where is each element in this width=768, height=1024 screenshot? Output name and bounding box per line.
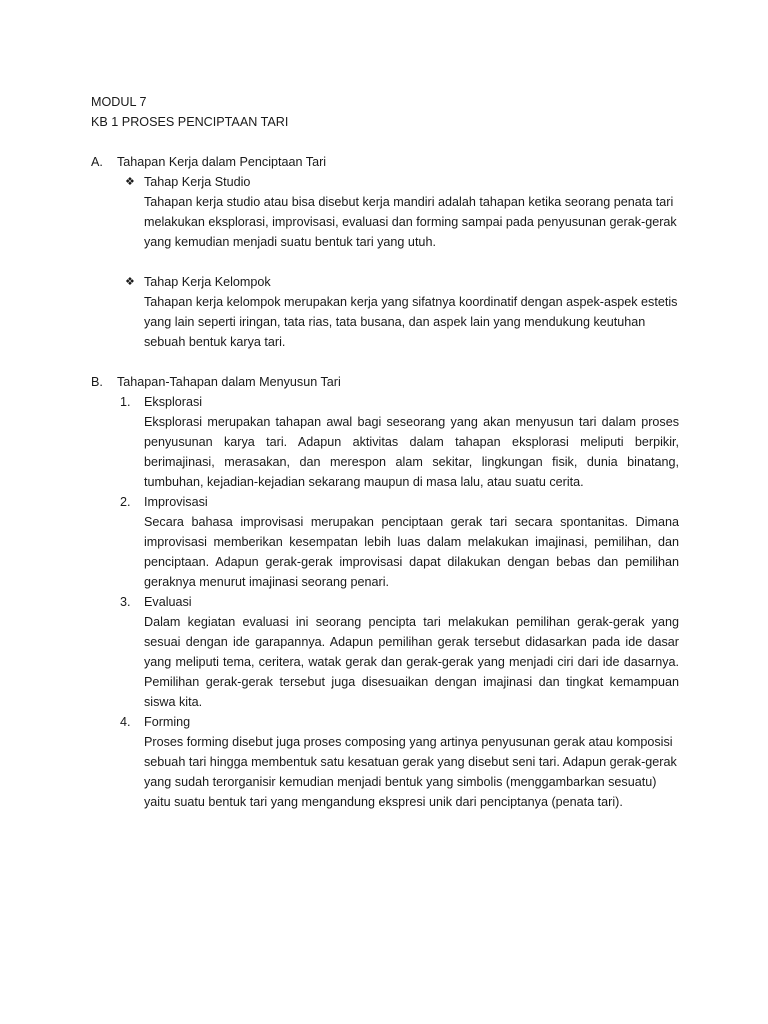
item-text: Tahapan kerja studio atau bisa disebut kerja mandiri adalah tahapan ketika seorang penata tari melakukan eksplorasi, improvisasi, evaluasi dan forming sampai pada penyusunan gerak-gerak yang kemudian menjadi suatu bentuk tari yang utuh. xyxy=(144,195,677,249)
list-item-improvisasi xyxy=(117,492,679,592)
section-a-letter: A. xyxy=(91,155,103,169)
item-text: Tahapan kerja kelompok merupakan kerja yang sifatnya koordinatif dengan aspek-aspek estetis yang lain seperti iringan, tata rias, tata busana, dan aspek lain yang mendukung keutuhan sebuah bentuk karya tari. xyxy=(144,295,678,349)
section-b-title: Tahapan-Tahapan dalam Menyusun Tari xyxy=(117,375,341,389)
section-a-heading xyxy=(91,152,679,172)
document-page xyxy=(91,92,679,812)
item-title: Evaluasi xyxy=(144,595,192,609)
spacer xyxy=(117,252,679,272)
item-title: Improvisasi xyxy=(144,495,208,509)
list-item-eksplorasi xyxy=(117,392,679,492)
list-number: 4. xyxy=(120,715,131,729)
section-a xyxy=(91,152,679,352)
item-title: Tahap Kerja Kelompok xyxy=(144,275,271,289)
spacer xyxy=(91,352,679,372)
spacer xyxy=(91,132,679,152)
item-text: Dalam kegiatan evaluasi ini seorang pencipta tari melakukan pemilihan gerak-gerak yang sesuai dengan ide garapannya. Adapun pemilihan gerak tersebut didasarkan pada ide dasar yang meliputi tema, ceritera, watak gerak dan gerak-gerak yang menjadi ciri dari ide dasarnya. Pemilihan gerak-gerak tersebut juga disesuaikan dengan imajinasi dan tingkat kemampuan siswa kita. xyxy=(144,615,679,709)
item-title: Eksplorasi xyxy=(144,395,203,409)
diamond-bullet-icon: ❖ xyxy=(125,276,135,288)
list-number: 1. xyxy=(120,395,131,409)
diamond-bullet-icon: ❖ xyxy=(125,176,135,188)
section-b-heading xyxy=(91,372,679,392)
kb-title: KB 1 PROSES PENCIPTAAN TARI xyxy=(91,115,289,129)
module-title: MODUL 7 xyxy=(91,95,147,109)
section-a-item-studio xyxy=(117,172,679,252)
item-text: Proses forming disebut juga proses composing yang artinya penyusunan gerak atau komposisi sebuah tari hingga membentuk satu kesatuan gerak yang disebut seni tari. Adapun gerak-gerak yang sudah terorganisir kemudian menjadi bentuk yang simbolis (menggambarkan sesuatu) yaitu suatu bentuk tari yang mengandung ekspresi unik dari penciptanya (penata tari). xyxy=(144,735,677,809)
list-number: 3. xyxy=(120,595,131,609)
section-a-title: Tahapan Kerja dalam Penciptaan Tari xyxy=(117,155,327,169)
section-a-item-kelompok xyxy=(117,272,679,352)
item-title: Tahap Kerja Studio xyxy=(144,175,251,189)
list-number: 2. xyxy=(120,495,131,509)
list-item-forming xyxy=(117,712,679,812)
section-b xyxy=(91,372,679,812)
list-item-evaluasi xyxy=(117,592,679,712)
item-text: Eksplorasi merupakan tahapan awal bagi seseorang yang akan menyusun tari dalam proses penyusunan karya tari. Adapun aktivitas dalam tahapan eksplorasi meliputi berpikir, berimajinasi, merasakan, dan merespon alam sekitar, lingkungan fisik, dunia binatang, tumbuhan, kejadian-kejadian sekarang maupun di masa lalu, atau suatu cerita. xyxy=(144,415,679,489)
item-text: Secara bahasa improvisasi merupakan penciptaan gerak tari secara spontanitas. Dimana improvisasi memberikan kesempatan lebih luas dalam melakukan imajinasi, pemilihan, dan penciptaan. Adapun gerak-gerak improvisasi dapat dilakukan dengan bebas dan pemilihan geraknya menurut imajinasi seorang penari. xyxy=(144,515,679,589)
item-title: Forming xyxy=(144,715,191,729)
section-b-letter: B. xyxy=(91,375,103,389)
